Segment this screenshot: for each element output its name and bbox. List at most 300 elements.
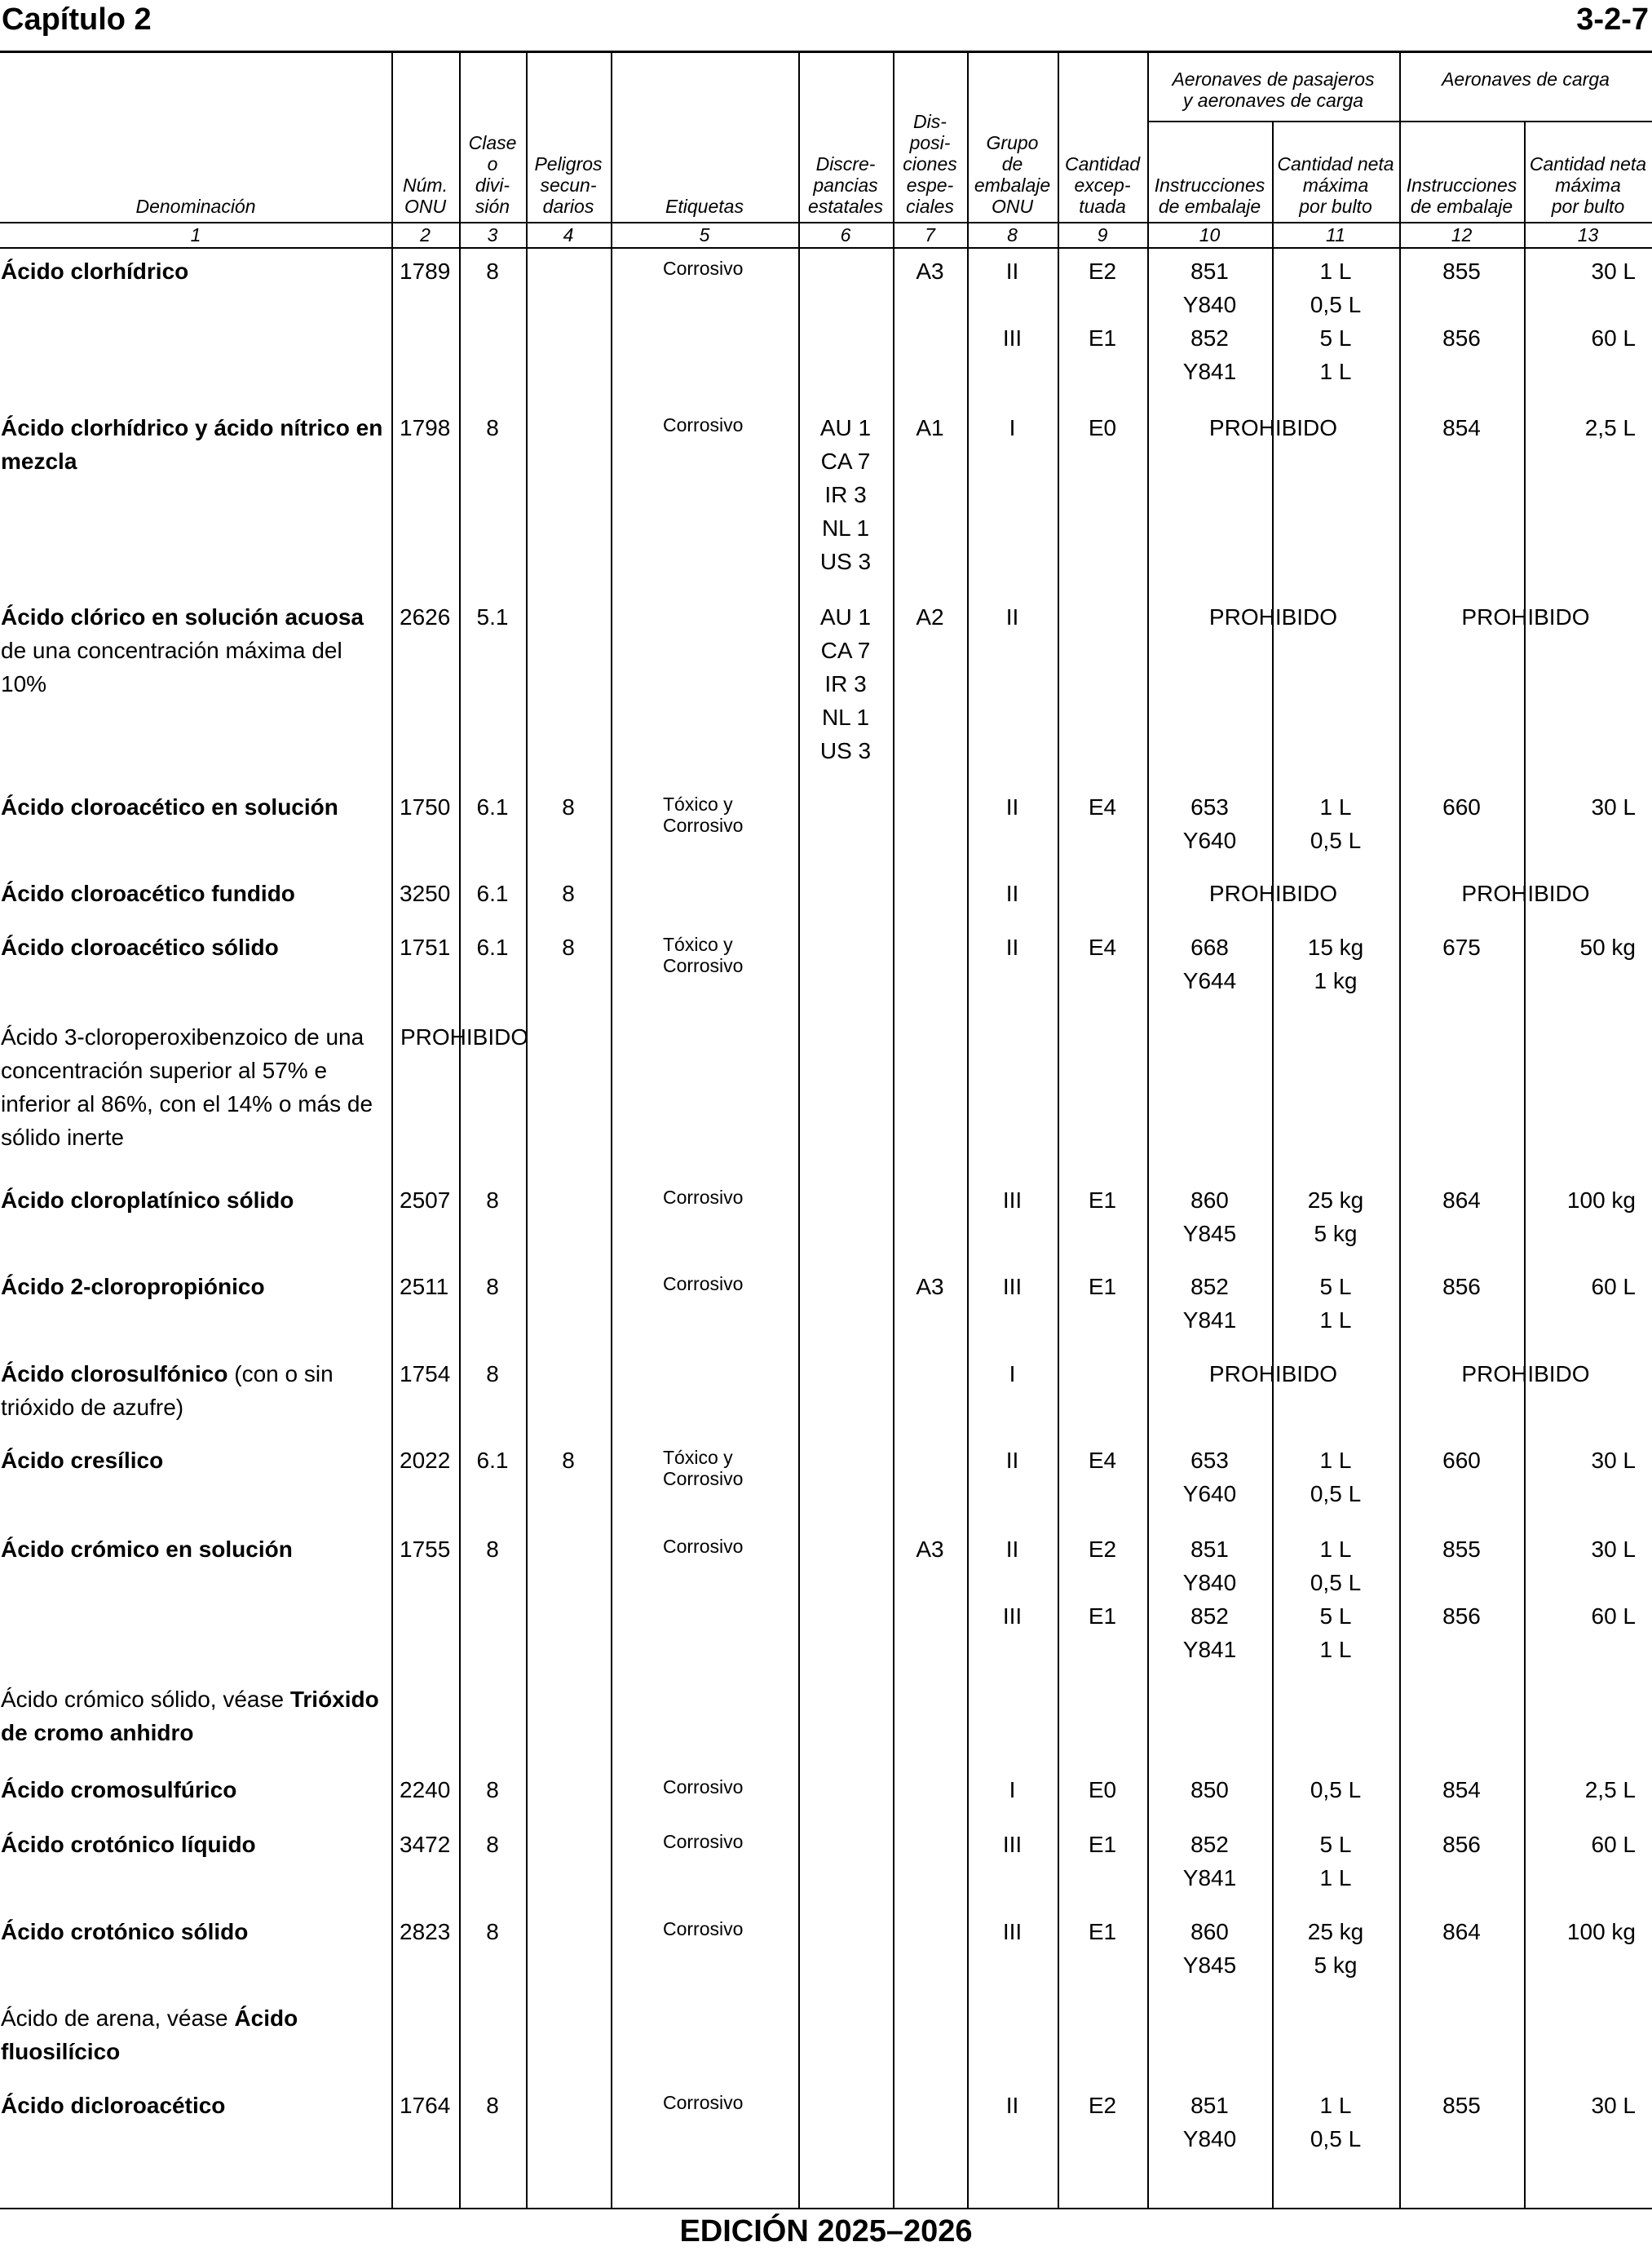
column-header (2, 196, 390, 217)
prohibited-passenger: PROHIBIDO (1208, 881, 1338, 906)
cell-cls: 8 (486, 1187, 499, 1213)
cell-cls: 6.1 (476, 881, 509, 906)
column-number: 3 (487, 224, 498, 245)
cell-label (663, 1536, 798, 1557)
cell-pi: 668 (1190, 935, 1229, 960)
column-header-line: estatales (807, 196, 884, 217)
substance-name (1, 1444, 388, 1477)
cell-pg: I (1009, 415, 1016, 440)
cell-pi: 850 (1190, 1777, 1229, 1802)
column-header-line: de (1001, 153, 1023, 175)
name-bold-part: Ácido 2-cloropropiónico (1, 1274, 265, 1299)
column-number: 2 (420, 224, 431, 245)
cell-pq: 25 kg (1307, 1187, 1364, 1213)
name-bold-part: Ácido crotónico líquido (1, 1832, 256, 1857)
prohibited-passenger: PROHIBIDO (1208, 604, 1338, 630)
column-separator (611, 53, 612, 2208)
column-header (1059, 153, 1146, 217)
edition-footer: EDICIÓN 2025–2026 (679, 2214, 973, 2249)
discrepancy-line: IR 3 (824, 671, 867, 696)
cell-eq: E4 (1088, 935, 1117, 960)
column-header-line: pancias (813, 175, 878, 196)
substance-name (1, 2089, 388, 2122)
name-bold-part: Ácido cloroplatínico sólido (1, 1187, 294, 1213)
cell-eq: E1 (1088, 1187, 1117, 1213)
cell-label (663, 934, 798, 976)
cell-ci: 660 (1442, 1448, 1481, 1473)
cell-pg: III (1002, 1919, 1023, 1944)
column-separator (1399, 53, 1401, 2208)
column-header-line: Peligros (534, 153, 603, 175)
column-header-line: por bulto (1551, 196, 1625, 217)
cell-cq: 30 L (1591, 1448, 1636, 1473)
name-bold-part: Ácido crómico en solución (1, 1537, 293, 1562)
discrepancy-line: US 3 (819, 549, 872, 574)
cell-un: 2022 (400, 1448, 451, 1473)
substance-name (1, 1773, 388, 1806)
cell-pq: 25 kg (1307, 1919, 1364, 1944)
label-line: Corrosivo (663, 1918, 744, 1939)
column-header-line: Etiquetas (665, 196, 744, 217)
header-rule (0, 247, 1652, 249)
cell-pq: 5 L (1319, 1603, 1352, 1629)
name-bold-part: Trióxido de cromo anhidro (1, 1687, 379, 1745)
column-separator (798, 53, 800, 2208)
cell-un: 2240 (400, 1777, 451, 1802)
group-header-line: y aeronaves de carga (1182, 90, 1364, 111)
column-header-line: Cantidad neta (1529, 153, 1647, 175)
chapter-heading: Capítulo 2 (2, 2, 152, 37)
cell-ci: 855 (1442, 2093, 1481, 2118)
name-part: Ácido de arena, véase (1, 2005, 235, 2031)
cell-cls: 8 (486, 1537, 499, 1562)
cell-sp: A3 (916, 1537, 944, 1562)
cell-sec: 8 (562, 935, 575, 960)
column-header-line: ciones (903, 153, 957, 175)
column-header (393, 175, 457, 217)
cell-un: 1755 (400, 1537, 451, 1562)
name-bold-part: Ácido dicloroacético (1, 2093, 226, 2118)
cell-cq: 30 L (1591, 2093, 1636, 2118)
cell-un: 1750 (400, 794, 451, 820)
cell-pq: 1 L (1319, 1307, 1352, 1333)
column-separator (893, 53, 894, 2208)
cell-pi: 851 (1190, 259, 1229, 284)
label-line: Corrosivo (663, 1536, 744, 1557)
column-header-line: Discre- (815, 153, 876, 175)
label-line: Tóxico y (663, 934, 733, 955)
substance-name (1, 1828, 388, 1861)
substance-name (1, 1270, 388, 1303)
column-number: 4 (563, 224, 574, 245)
column-header-line: máxima (1302, 175, 1369, 196)
cell-pg: I (1009, 1777, 1016, 1802)
cell-pg: III (1002, 1187, 1023, 1213)
cell-cls: 6.1 (476, 794, 509, 820)
cell-pi: Y841 (1182, 1307, 1237, 1333)
label-line: Tóxico y (663, 1447, 733, 1468)
discrepancy-line: NL 1 (821, 515, 870, 541)
cell-pi: 851 (1190, 1537, 1229, 1562)
cell-un: 3472 (400, 1832, 451, 1857)
cell-eq: E1 (1088, 1919, 1117, 1944)
cell-un: 1751 (400, 935, 451, 960)
cell-pi: Y845 (1182, 1952, 1237, 1978)
cell-eq: E2 (1088, 2093, 1117, 2118)
column-header-line: o (487, 153, 498, 175)
substance-name (1, 877, 388, 910)
cell-cls: 8 (486, 415, 499, 440)
cell-pq: 1 L (1319, 2093, 1352, 2118)
column-header-line: de embalaje (1158, 196, 1261, 217)
column-number: 7 (925, 224, 935, 245)
cell-ci: 856 (1442, 325, 1481, 351)
column-number: 9 (1097, 224, 1108, 245)
cell-label (663, 414, 798, 436)
cell-eq: E2 (1088, 1537, 1117, 1562)
cell-label (663, 794, 798, 836)
substance-name (1, 1020, 388, 1154)
substance-name (1, 1532, 388, 1566)
cell-ci: 660 (1442, 794, 1481, 820)
cell-pq: 1 L (1319, 794, 1352, 820)
cell-pq: 1 L (1319, 1865, 1352, 1890)
column-separator (526, 53, 528, 2208)
cell-pq: 0,5 L (1310, 1777, 1362, 1802)
column-number: 5 (699, 224, 710, 245)
label-line: Corrosivo (663, 2092, 744, 2113)
name-part: de una concentración máxima del 10% (1, 638, 342, 696)
cell-pq: 1 L (1319, 1637, 1352, 1662)
discrepancy-line: IR 3 (824, 482, 867, 507)
cell-pi: Y640 (1182, 828, 1237, 853)
substance-name (1, 1683, 388, 1749)
cell-pq: 1 L (1319, 1448, 1352, 1473)
label-line: Corrosivo (663, 1468, 744, 1489)
cell-un: 1798 (400, 415, 451, 440)
cell-pi: 851 (1190, 2093, 1229, 2118)
name-bold-part: Ácido cloroacético en solución (1, 794, 338, 820)
label-line: Corrosivo (663, 1273, 744, 1294)
header-rule (0, 222, 1652, 223)
cell-cls: 8 (486, 2093, 499, 2118)
cell-pq: 5 kg (1314, 1952, 1358, 1978)
page-number: 3-2-7 (1576, 2, 1649, 37)
column-header (1274, 153, 1398, 217)
cell-pg: II (1005, 794, 1019, 820)
discrepancy-line: CA 7 (820, 638, 871, 663)
cell-label (663, 1447, 798, 1489)
column-header-line: Grupo (986, 132, 1039, 153)
header-rule (0, 51, 1652, 53)
cell-label (663, 1776, 798, 1797)
cell-pq: 0,5 L (1310, 2126, 1362, 2151)
discrepancy-line: CA 7 (820, 449, 871, 474)
column-header-line: sión (475, 196, 510, 217)
cell-pi: Y841 (1182, 359, 1237, 384)
cell-ci: 675 (1442, 935, 1481, 960)
cell-cls: 8 (486, 1274, 499, 1299)
label-line: Corrosivo (663, 955, 744, 976)
cell-pi: 860 (1190, 1187, 1229, 1213)
column-header-line: excep- (1074, 175, 1131, 196)
cell-pg: II (1005, 1537, 1019, 1562)
cell-label (663, 2092, 798, 2113)
cell-pg: II (1005, 259, 1019, 284)
cell-pi: 860 (1190, 1919, 1229, 1944)
discrepancy-line: NL 1 (821, 705, 870, 730)
name-bold-part: Ácido fluosilícico (1, 2005, 298, 2064)
footer-rule (0, 2208, 1652, 2209)
name-bold-part: Ácido clórico en solución acuosa (1, 604, 364, 630)
substance-name (1, 1183, 388, 1217)
cell-pi: Y845 (1182, 1221, 1237, 1246)
column-number: 6 (840, 224, 851, 245)
cell-eq: E4 (1088, 1448, 1117, 1473)
cell-un: 2507 (400, 1187, 451, 1213)
prohibited-text: PROHIBIDO (400, 1024, 529, 1050)
cell-pg: II (1005, 604, 1019, 630)
group-header-cargo (1399, 69, 1652, 90)
column-number: 13 (1577, 224, 1599, 245)
column-header-line: Instrucciones (1406, 175, 1517, 196)
substance-name (1, 1915, 388, 1948)
cell-sec: 8 (562, 881, 575, 906)
cell-pg: III (1002, 1274, 1023, 1299)
column-number: 10 (1199, 224, 1221, 245)
cell-eq: E2 (1088, 259, 1117, 284)
cell-ci: 854 (1442, 415, 1481, 440)
cell-pi: Y841 (1182, 1637, 1237, 1662)
cell-pi: Y841 (1182, 1865, 1237, 1890)
cell-pg: III (1002, 1832, 1023, 1857)
cell-pi: 852 (1190, 1832, 1229, 1857)
group-header-line: Aeronaves de pasajeros (1172, 69, 1375, 90)
cell-ci: 864 (1442, 1187, 1481, 1213)
substance-name (1, 254, 388, 288)
cell-discrepancies (798, 600, 893, 767)
cell-sp: A3 (916, 259, 944, 284)
cell-pq: 0,5 L (1310, 292, 1362, 317)
label-line: Tóxico y (663, 794, 733, 815)
cell-eq: E1 (1088, 1603, 1117, 1629)
discrepancy-line: AU 1 (819, 604, 872, 630)
cell-cq: 2,5 L (1584, 415, 1636, 440)
column-number: 12 (1451, 224, 1473, 245)
column-header-line: secun- (540, 175, 597, 196)
group-header-passenger (1147, 69, 1399, 111)
cell-un: 1789 (400, 259, 451, 284)
cell-pg: II (1005, 1448, 1019, 1473)
column-separator (1058, 53, 1059, 2208)
name-bold-part: Ácido cresílico (1, 1448, 164, 1473)
column-header-line: espe- (906, 175, 954, 196)
cell-cq: 2,5 L (1584, 1777, 1636, 1802)
cell-un: 1764 (400, 2093, 451, 2118)
cell-label (663, 1187, 798, 1208)
cell-pq: 5 L (1319, 1274, 1352, 1299)
column-header-line: Núm. (403, 175, 448, 196)
column-separator (967, 53, 969, 2208)
column-header-line: máxima (1555, 175, 1621, 196)
cell-ci: 854 (1442, 1777, 1481, 1802)
name-part: Ácido 3-cloroperoxibenzoico de una concentración superior al 57% e inferior al 86%, con el 14% o más de sólido inerte (1, 1024, 373, 1150)
column-separator (391, 53, 393, 2208)
substance-name (1, 1357, 388, 1424)
cell-cls: 8 (486, 1832, 499, 1857)
cell-eq: E4 (1088, 794, 1117, 820)
cell-cq: 60 L (1591, 1274, 1636, 1299)
cell-cq: 100 kg (1566, 1919, 1636, 1944)
cell-eq: E1 (1088, 1832, 1117, 1857)
name-bold-part: Ácido clorosulfónico (1, 1361, 228, 1386)
name-bold-part: Ácido clorhídrico (1, 259, 189, 284)
name-bold-part: Ácido cloroacético fundido (1, 881, 295, 906)
cell-label (663, 1273, 798, 1294)
cell-pi: 653 (1190, 1448, 1229, 1473)
cell-ci: 864 (1442, 1919, 1481, 1944)
column-header-line: ONU (404, 196, 447, 217)
column-number: 8 (1007, 224, 1018, 245)
cell-ci: 855 (1442, 1537, 1481, 1562)
cell-discrepancies (798, 411, 893, 578)
substance-name (1, 931, 388, 964)
column-separator (459, 53, 461, 2208)
cell-cls: 6.1 (476, 935, 509, 960)
column-header (894, 111, 965, 217)
label-line: Corrosivo (663, 1831, 744, 1852)
column-header-line: tuada (1079, 196, 1126, 217)
cell-cq: 100 kg (1566, 1187, 1636, 1213)
column-header-line: ciales (906, 196, 954, 217)
cell-label (663, 1831, 798, 1852)
column-header (461, 132, 524, 217)
column-header-line: ONU (991, 196, 1034, 217)
header-rule (1147, 121, 1652, 122)
discrepancy-line: AU 1 (819, 415, 872, 440)
name-bold-part: Ácido cloroacético sólido (1, 935, 279, 960)
group-header-line: Aeronaves de carga (1442, 69, 1610, 90)
cell-eq: E0 (1088, 1777, 1117, 1802)
column-header (1401, 175, 1522, 217)
column-header (800, 153, 891, 217)
cell-cls: 8 (486, 1361, 499, 1386)
cell-label (663, 258, 798, 279)
cell-pq: 1 kg (1314, 968, 1358, 993)
cell-cls: 5.1 (476, 604, 509, 630)
cell-pi: Y840 (1182, 292, 1237, 317)
cell-pq: 0,5 L (1310, 1570, 1362, 1595)
cell-sp: A1 (916, 415, 944, 440)
cell-pq: 0,5 L (1310, 828, 1362, 853)
cell-un: 2626 (400, 604, 451, 630)
cell-sec: 8 (562, 794, 575, 820)
cell-cq: 50 kg (1579, 935, 1636, 960)
cell-pi: 852 (1190, 325, 1229, 351)
name-bold-part: Ácido clorhídrico y ácido nítrico en mezcla (1, 415, 383, 474)
cell-pi: Y640 (1182, 1481, 1237, 1506)
cell-pi: Y644 (1182, 968, 1237, 993)
cell-pq: 1 L (1319, 359, 1352, 384)
cell-pq: 5 kg (1314, 1221, 1358, 1246)
column-header-line: posi- (909, 132, 951, 153)
label-line: Corrosivo (663, 414, 744, 436)
cell-cls: 8 (486, 1919, 499, 1944)
cell-cls: 8 (486, 1777, 499, 1802)
cell-pq: 15 kg (1307, 935, 1364, 960)
column-header-line: Instrucciones (1154, 175, 1266, 196)
cell-pq: 1 L (1319, 259, 1352, 284)
column-header (969, 132, 1056, 217)
cell-un: 2823 (400, 1919, 451, 1944)
cell-cls: 6.1 (476, 1448, 509, 1473)
column-header-line: divi- (475, 175, 510, 196)
column-number: 11 (1326, 224, 1345, 245)
cell-pg: II (1005, 935, 1019, 960)
cell-pi: Y840 (1182, 2126, 1237, 2151)
cell-un: 2511 (400, 1274, 449, 1299)
name-bold-part: Ácido crotónico sólido (1, 1919, 249, 1944)
column-header-line: Cantidad neta (1277, 153, 1394, 175)
cell-pq: 5 L (1319, 325, 1352, 351)
prohibited-cargo: PROHIBIDO (1461, 604, 1590, 630)
substance-name (1, 411, 388, 478)
cell-pq: 5 L (1319, 1832, 1352, 1857)
discrepancy-line: US 3 (819, 738, 872, 763)
column-header-line: Denominación (135, 196, 256, 217)
cell-ci: 856 (1442, 1603, 1481, 1629)
cell-pi: 852 (1190, 1603, 1229, 1629)
cell-cq: 60 L (1591, 1603, 1636, 1629)
prohibited-passenger: PROHIBIDO (1208, 1361, 1338, 1386)
name-bold-part: Ácido cromosulfúrico (1, 1777, 237, 1802)
cell-cls: 8 (486, 259, 499, 284)
column-header (1526, 153, 1650, 217)
substance-name (1, 790, 388, 824)
cell-ci: 856 (1442, 1274, 1481, 1299)
column-header (1149, 175, 1270, 217)
substance-name (1, 600, 388, 701)
cell-sec: 8 (562, 1448, 575, 1473)
substance-name (1, 2001, 388, 2068)
column-header (612, 196, 797, 217)
cell-cq: 60 L (1591, 1832, 1636, 1857)
cell-un: 3250 (400, 881, 451, 906)
cell-pi: 852 (1190, 1274, 1229, 1299)
prohibited-cargo: PROHIBIDO (1461, 881, 1590, 906)
cell-sp: A3 (916, 1274, 944, 1299)
cell-un: 1754 (400, 1361, 451, 1386)
cell-cq: 30 L (1591, 259, 1636, 284)
label-line: Corrosivo (663, 258, 744, 279)
cell-pq: 1 L (1319, 1537, 1352, 1562)
cell-sp: A2 (916, 604, 944, 630)
cell-pg: I (1009, 1361, 1016, 1386)
cell-pg: II (1005, 881, 1019, 906)
column-header-line: Dis- (913, 111, 947, 132)
column-header-line: embalaje (974, 175, 1051, 196)
cell-pq: 0,5 L (1310, 1481, 1362, 1506)
column-header-line: de embalaje (1410, 196, 1513, 217)
name-part: (con o sin trióxido de azufre) (1, 1361, 333, 1420)
cell-cq: 60 L (1591, 325, 1636, 351)
cell-label (663, 1918, 798, 1939)
cell-pg: III (1002, 1603, 1023, 1629)
cell-eq: E1 (1088, 325, 1117, 351)
name-part: Ácido crómico sólido, véase (1, 1687, 290, 1712)
cell-ci: 855 (1442, 259, 1481, 284)
cell-ci: 856 (1442, 1832, 1481, 1857)
